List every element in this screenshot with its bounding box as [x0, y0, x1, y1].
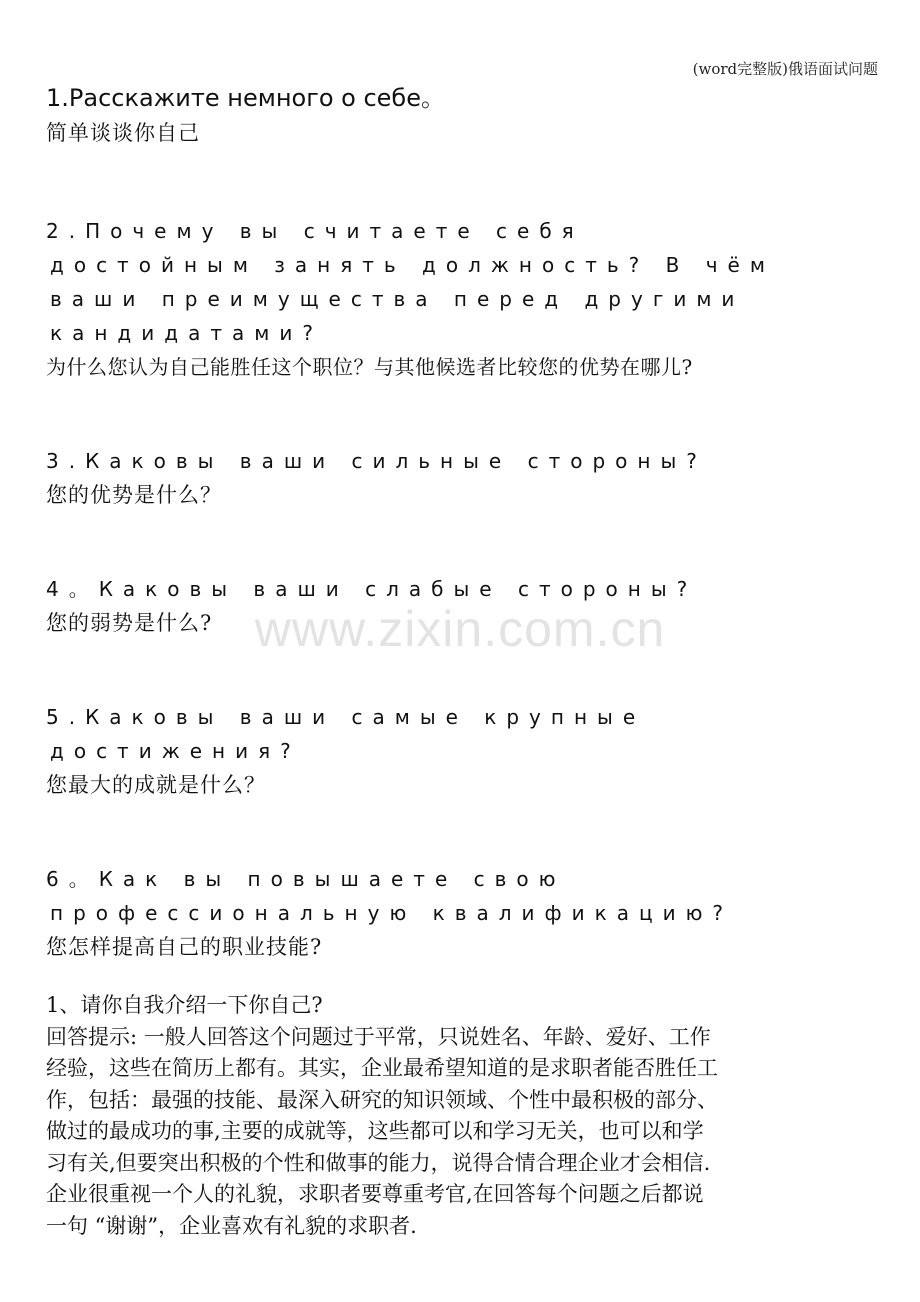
question-3-chinese: 您的优势是什么？	[46, 483, 222, 507]
document-body	[46, 80, 886, 1242]
question-5	[46, 700, 886, 802]
question-6	[46, 862, 886, 964]
answer-text-line: 作，包括：最强的技能、最深入研究的知识领域、个性中最积极的部分、	[46, 1087, 718, 1112]
answer-text-line: 一句 “谢谢”，企业喜欢有礼貌的求职者.	[46, 1213, 417, 1238]
question-2	[46, 214, 886, 384]
question-5-russian-line: 5.Каковы ваши самые крупные	[46, 705, 646, 729]
question-2-russian-line: кандидатами?	[50, 321, 323, 345]
question-3	[46, 444, 886, 512]
page-header: (word完整版)俄语面试问题	[692, 60, 878, 78]
question-4-chinese: 您的弱势是什么?	[46, 611, 213, 635]
answer-text-line: 习有关,但要突出积极的个性和做事的能力，说得合情合理企业才会相信.	[46, 1150, 711, 1175]
answer-text-line: 做过的最成功的事,主要的成就等，这些都可以和学习无关，也可以和学	[46, 1119, 704, 1143]
question-2-chinese: 为什么您认为自己能胜任这个职位？与其他候选者比较您的优势在哪儿?	[46, 355, 693, 379]
answer-heading: 1、请你自我介绍一下你自己?	[46, 993, 323, 1017]
question-1	[46, 80, 886, 150]
watermark: www.zixin.com.cn	[254, 601, 666, 657]
answer-text-line: 经验，这些在简历上都有。其实，企业最希望知道的是求职者能否胜任工	[46, 1056, 718, 1080]
question-1-russian: 1.Расскажите немного о себе。	[46, 84, 445, 112]
question-2-russian-line: достойным занять должность? В чём	[50, 253, 775, 277]
question-4-russian: 4。Каковы ваши слабые стороны?	[46, 577, 698, 601]
answer-text-line: 回答提示: 一般人回答这个问题过于平常，只说姓名、年龄、爱好、工作	[46, 1024, 711, 1049]
question-2-russian-line: ваши преимущества перед другими	[50, 287, 745, 311]
question-2-russian-line: 2.Почему вы считаете себя	[46, 219, 584, 243]
question-6-russian-line: профессиональную квалификацию?	[50, 901, 734, 925]
question-6-russian-line: 6。Как вы повышаете свою	[46, 867, 566, 891]
question-6-chinese: 您怎样提高自己的职业技能?	[46, 935, 323, 959]
question-4	[46, 572, 886, 640]
question-5-russian-line: достижения?	[50, 739, 301, 763]
answer-text-line: 企业很重视一个人的礼貌，求职者要尊重考官,在回答每个问题之后都说	[46, 1182, 704, 1206]
answer-section	[46, 990, 886, 1242]
question-5-chinese: 您最大的成就是什么？	[46, 773, 266, 797]
question-1-chinese: 简单谈谈你自己	[46, 121, 200, 145]
question-3-russian: 3.Каковы ваши сильные стороны?	[46, 449, 707, 473]
